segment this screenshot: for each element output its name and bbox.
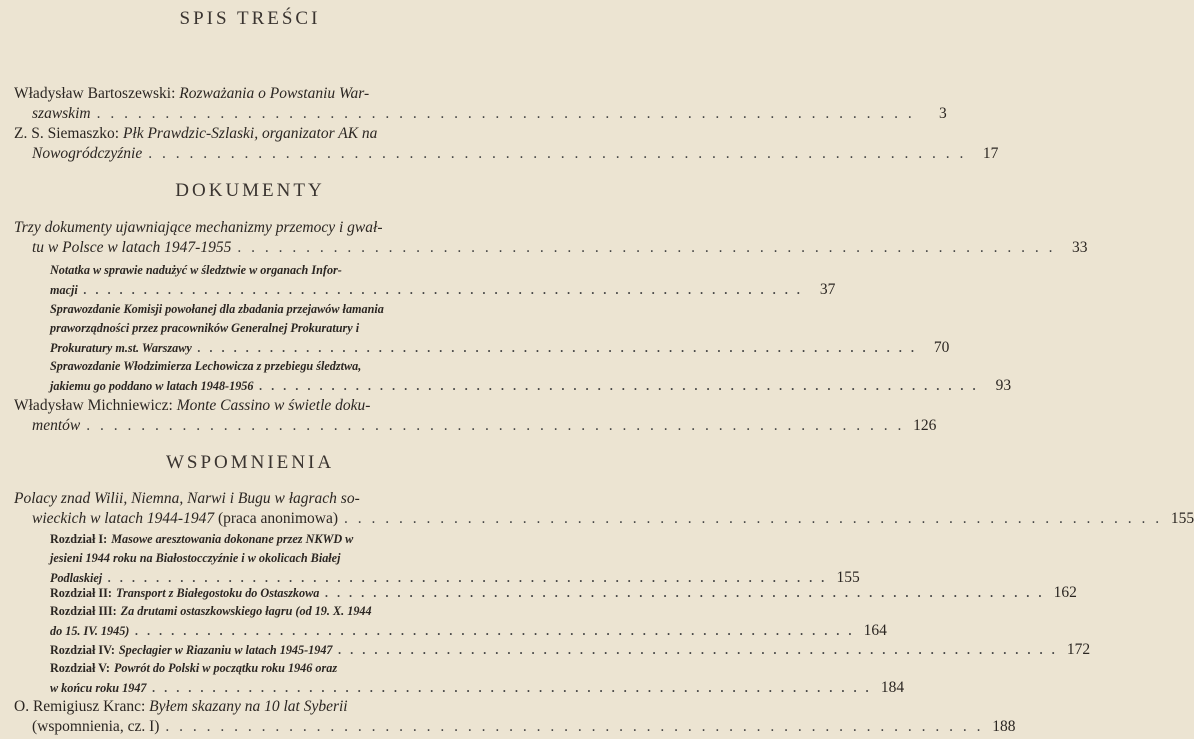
sub-entry-title: Sprawozdanie Komisji powołanej dla zbadania przejawów łamania xyxy=(50,302,384,316)
entry-author: Władysław Bartoszewski: xyxy=(14,85,176,102)
page-number: 37 xyxy=(819,281,836,298)
chapter-title: Masowe aresztowania dokonane przez NKWD w xyxy=(111,532,354,546)
leader-dots xyxy=(165,717,983,737)
heading-memoirs: WSPOMNIENIA xyxy=(165,452,335,473)
entry-title: Monte Cassino w świetle doku- xyxy=(176,397,371,414)
entry-title: Rozważania o Powstaniu War- xyxy=(179,85,370,102)
entry-title: Byłem skazany na 10 lat Syberii xyxy=(149,698,348,715)
chapter-label: Rozdział IV: xyxy=(50,643,115,657)
entry-title-cont: (wspomnienia, cz. I) xyxy=(32,718,160,735)
leader-dots xyxy=(97,104,915,124)
entry-title-cont: szawskim xyxy=(32,105,91,122)
entry-title: Płk Prawdzic-Szlaski, organizator AK na xyxy=(122,125,378,142)
toc-entry-bartoszewski[interactable] xyxy=(14,84,947,124)
toc-entry-three-documents[interactable] xyxy=(14,218,1088,258)
entry-author: O. Remigiusz Kranc: xyxy=(14,698,146,715)
chapter-label: Rozdział II: xyxy=(50,586,112,600)
toc-chapter-5[interactable] xyxy=(14,659,905,698)
page-number: 164 xyxy=(863,622,887,639)
leader-dots xyxy=(344,509,1162,529)
chapter-title: Transport z Białegostoku do Ostaszkowa xyxy=(115,586,320,600)
sub-entry-title-cont: Prokuratury m.st. Warszawy xyxy=(50,341,192,355)
leader-dots xyxy=(148,144,966,164)
chapter-label: Rozdział III: xyxy=(50,604,117,618)
entry-title-cont: wieckich w latach 1944-1947 xyxy=(32,510,215,527)
leader-dots xyxy=(325,584,1045,603)
page-number: 188 xyxy=(992,718,1016,735)
toc-chapter-1[interactable] xyxy=(14,530,860,588)
toc-chapter-3[interactable] xyxy=(14,602,887,641)
sub-entry-title-cont: jakiemu go poddano w latach 1948-1956 xyxy=(50,379,254,393)
sub-entry-title: Sprawozdanie Włodzimierza Lechowicza z przebiegu śledztwa, xyxy=(50,359,362,373)
leader-dots xyxy=(198,339,918,358)
toc-sub-entry-notatka[interactable] xyxy=(14,261,836,300)
page-number: 172 xyxy=(1066,641,1091,658)
leader-dots xyxy=(153,679,873,698)
toc-entry-kranc[interactable] xyxy=(14,697,1016,737)
page-number: 70 xyxy=(933,339,950,356)
sub-entry-title-cont: praworządności przez pracowników Generalnej Prokuratury i xyxy=(50,321,360,335)
page-number: 3 xyxy=(938,105,947,122)
entry-author: Z. S. Siemaszko: xyxy=(14,125,120,142)
leader-dots xyxy=(237,238,1055,258)
leader-dots xyxy=(259,377,979,396)
entry-title-cont: tu w Polsce w latach 1947-1955 xyxy=(32,239,232,256)
chapter-label: Rozdział V: xyxy=(50,661,110,675)
chapter-title-cont: Podlaskiej xyxy=(50,571,103,585)
toc-chapter-2[interactable] xyxy=(14,583,1077,603)
toc-chapter-4[interactable] xyxy=(14,640,1091,660)
page-number: 17 xyxy=(982,145,999,162)
toc-entry-polacy[interactable] xyxy=(14,489,1194,529)
page-number: 33 xyxy=(1071,239,1088,256)
leader-dots xyxy=(135,622,855,641)
chapter-title-cont: w końcu roku 1947 xyxy=(50,681,147,695)
toc-entry-siemaszko[interactable] xyxy=(14,124,999,164)
chapter-title: Specłagier w Riazaniu w latach 1945-1947 xyxy=(118,643,333,657)
entry-title-cont: Nowogródczyźnie xyxy=(32,145,143,162)
leader-dots xyxy=(339,641,1059,660)
chapter-title-cont: jesieni 1944 roku na Białostocczyźnie i w okolicach Białej xyxy=(50,551,341,565)
toc-entry-michniewicz[interactable] xyxy=(14,396,937,436)
page-number: 93 xyxy=(995,377,1012,394)
entry-title: Polacy znad Wilii, Niemna, Narwi i Bugu w łagrach so- xyxy=(14,490,360,507)
entry-note: (praca anonimowa) xyxy=(217,510,339,527)
entry-author: Władysław Michniewicz: xyxy=(14,397,173,414)
toc-sub-entry-sprawozdanie-komisji[interactable] xyxy=(14,300,950,358)
leader-dots xyxy=(84,281,804,300)
chapter-title: Powrót do Polski w początku roku 1946 oraz xyxy=(113,661,338,675)
chapter-label: Rozdział I: xyxy=(50,532,108,546)
page-number: 155 xyxy=(836,569,860,586)
leader-dots xyxy=(86,416,904,436)
entry-title-cont: mentów xyxy=(32,417,81,434)
sub-entry-title: Notatka w sprawie nadużyć w śledztwie w organach Infor- xyxy=(50,263,342,277)
sub-entry-title-cont: macji xyxy=(50,283,78,297)
heading-contents: SPIS TREŚCI xyxy=(179,8,321,29)
chapter-title-cont: do 15. IV. 1945) xyxy=(50,624,130,638)
chapter-title: Za drutami ostaszkowskiego łagru (od 19. X. 1944 xyxy=(120,604,372,618)
entry-title: Trzy dokumenty ujawniające mechanizmy przemocy i gwał- xyxy=(14,219,383,236)
toc-sub-entry-lechowicz[interactable] xyxy=(14,357,1012,396)
page-number: 184 xyxy=(880,679,905,696)
page-number: 162 xyxy=(1053,584,1077,601)
heading-documents: DOKUMENTY xyxy=(175,180,325,201)
page-number: 126 xyxy=(913,417,937,434)
page-number: 155 xyxy=(1170,510,1194,527)
